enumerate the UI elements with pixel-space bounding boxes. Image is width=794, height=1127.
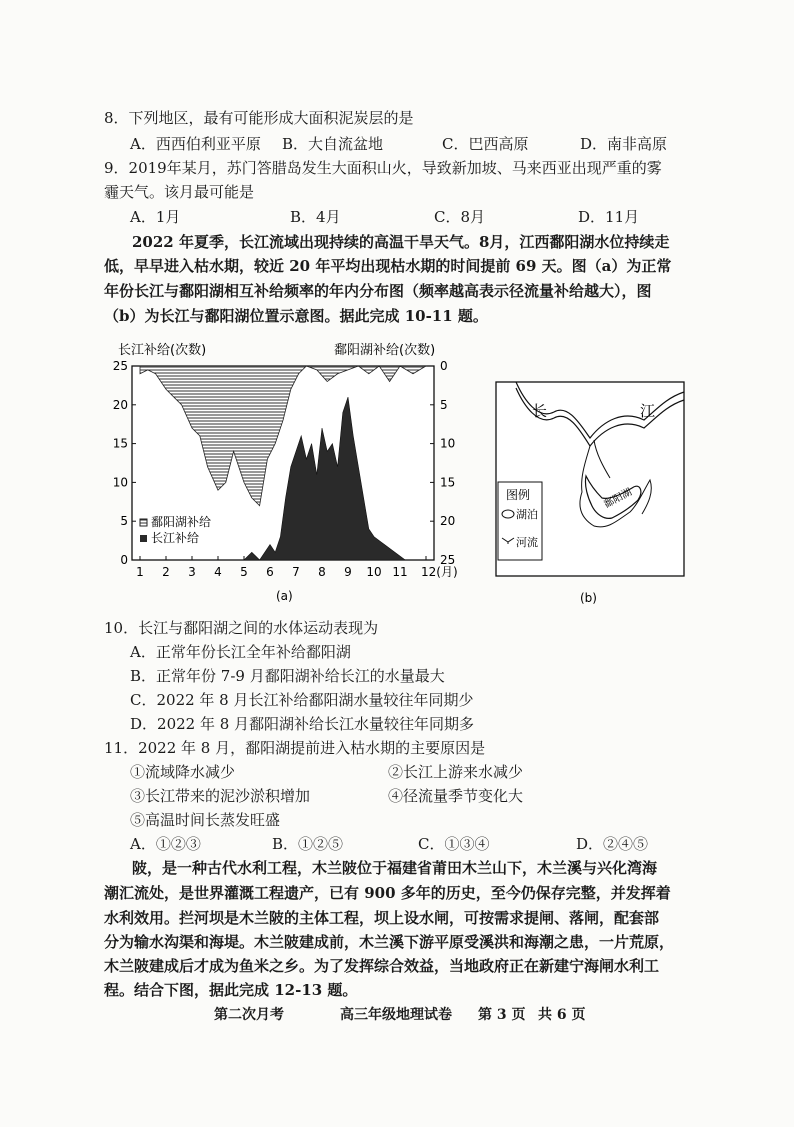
right-tick-label: 20 bbox=[440, 514, 456, 529]
passage2-line1: 陂，是一种古代水利工程，木兰陂位于福建省莆田木兰山下，木兰溪与兴化湾海 bbox=[132, 859, 658, 877]
legend-changjiang-swatch bbox=[140, 535, 147, 542]
legend-poyang-label: 鄱阳湖补给 bbox=[151, 515, 212, 529]
q11-option-a: A．①②③ bbox=[130, 835, 201, 853]
passage1-line4: （b）为长江与鄱阳湖位置示意图。据此完成 10-11 题。 bbox=[104, 307, 488, 325]
legend-lake-symbol bbox=[502, 510, 514, 518]
x-tick-label: 11 bbox=[392, 565, 408, 579]
passage1-line1: 2022 年夏季，长江流域出现持续的高温干旱天气。8月，江西鄱阳湖水位持续走 bbox=[132, 233, 670, 251]
q11-item-1: ①流域降水减少 bbox=[130, 763, 236, 781]
river-label-chang: 长 bbox=[532, 402, 548, 420]
q10-option-d: D．2022 年 8 月鄱阳湖补给长江水量较往年同期多 bbox=[130, 715, 475, 733]
q9-option-a: A．1月 bbox=[130, 208, 181, 226]
footer-paper-title: 高三年级地理试卷 bbox=[340, 1007, 452, 1023]
passage2-line3: 水利效用。拦河坝是木兰陂的主体工程，坝上设水闸，可按需求提闸、落闸，配套部 bbox=[104, 909, 660, 927]
x-tick-label: 9 bbox=[344, 565, 352, 579]
figure-a-caption: (a) bbox=[276, 589, 293, 603]
x-tick-label: 5 bbox=[240, 565, 248, 579]
footer-exam-name: 第二次月考 bbox=[214, 1007, 284, 1023]
q11-option-d: D．②④⑤ bbox=[576, 835, 649, 853]
left-tick-label: 25 bbox=[112, 359, 128, 373]
legend-lake-label: 湖泊 bbox=[516, 508, 538, 521]
figure-b-map bbox=[494, 380, 694, 610]
passage2-line4: 分为输水沟渠和海堤。木兰陂建成前，木兰溪下游平原受溪洪和海潮之患，一片荒原， bbox=[104, 933, 675, 951]
x-tick-label: 12(月) bbox=[421, 565, 458, 579]
left-tick-label: 15 bbox=[112, 436, 128, 451]
left-tick-label: 10 bbox=[112, 475, 128, 490]
q8-option-d: D．南非高原 bbox=[580, 135, 668, 153]
right-tick-label: 0 bbox=[440, 359, 448, 373]
q8-stem: 8．下列地区，最有可能形成大面积泥炭层的是 bbox=[104, 109, 414, 127]
x-tick-label: 10 bbox=[366, 565, 382, 579]
q10-option-a: A．正常年份长江全年补给鄱阳湖 bbox=[130, 643, 351, 661]
q10-option-c: C．2022 年 8 月长江补给鄱阳湖水量较往年同期少 bbox=[130, 691, 474, 709]
x-tick-label: 2 bbox=[162, 565, 170, 579]
x-tick-label: 3 bbox=[188, 565, 196, 579]
passage2-line5: 木兰陂建成后才成为鱼米之乡。为了发挥综合效益，当地政府正在新建宁海闸水利工 bbox=[104, 957, 660, 975]
q9-option-d: D．11月 bbox=[578, 208, 640, 226]
q8-option-b: B．大自流盆地 bbox=[282, 135, 384, 153]
x-tick-label: 4 bbox=[214, 565, 222, 579]
q11-option-c: C．①③④ bbox=[418, 835, 490, 853]
q11-stem: 11．2022 年 8 月，鄱阳湖提前进入枯水期的主要原因是 bbox=[104, 739, 486, 757]
right-tick-label: 5 bbox=[440, 397, 448, 412]
left-tick-label: 5 bbox=[120, 514, 128, 529]
q11-item-2: ②长江上游来水减少 bbox=[388, 763, 524, 781]
q11-option-b: B．①②⑤ bbox=[272, 835, 344, 853]
right-tick-label: 15 bbox=[440, 475, 456, 490]
q9-stem-line1: 9．2019年某月，苏门答腊岛发生大面积山火，导致新加坡、马来西亚出现严重的雾 bbox=[104, 159, 662, 177]
right-axis-title: 鄱阳湖补给(次数) bbox=[334, 343, 436, 358]
q10-option-b: B．正常年份 7-9 月鄱阳湖补给长江的水量最大 bbox=[130, 667, 445, 685]
left-tick-label: 20 bbox=[112, 397, 128, 412]
q8-option-c: C．巴西高原 bbox=[442, 135, 529, 153]
legend-poyang-swatch bbox=[140, 519, 147, 526]
x-tick-label: 6 bbox=[266, 565, 274, 579]
q9-option-b: B．4月 bbox=[290, 208, 341, 226]
left-axis-title: 长江补给(次数) bbox=[118, 343, 207, 358]
legend-river-label: 河流 bbox=[516, 536, 538, 549]
q10-stem: 10．长江与鄱阳湖之间的水体运动表现为 bbox=[104, 619, 379, 637]
x-tick-label: 8 bbox=[318, 565, 326, 579]
q8-option-a: A．西西伯利亚平原 bbox=[130, 135, 261, 153]
passage2-line2: 潮汇流处，是世界灌溉工程遗产，已有 900 多年的历史，至今仍保存完整，并发挥着 bbox=[104, 884, 671, 902]
q11-item-5: ⑤高温时间长蒸发旺盛 bbox=[130, 811, 281, 829]
right-tick-label: 25 bbox=[440, 553, 456, 567]
x-tick-label: 1 bbox=[136, 565, 144, 579]
right-tick-label: 10 bbox=[440, 436, 456, 451]
q9-stem-line2: 霾天气。该月最可能是 bbox=[104, 183, 255, 201]
q11-item-4: ④径流量季节变化大 bbox=[388, 787, 524, 805]
legend-title: 图例 bbox=[506, 488, 531, 502]
lake-label: 鄱阳湖 bbox=[602, 486, 634, 511]
river-label-jiang: 江 bbox=[640, 402, 656, 420]
passage1-line2: 低，早早进入枯水期，较近 20 年平均出现枯水期的时间提前 69 天。图（a）为正常 bbox=[104, 257, 672, 275]
figure-b-caption: (b) bbox=[580, 591, 597, 605]
x-tick-label: 7 bbox=[292, 565, 300, 579]
q9-option-c: C．8月 bbox=[434, 208, 486, 226]
passage1-line3: 年份长江与鄱阳湖相互补给频率的年内分布图（频率越高表示径流量补给越大），图 bbox=[104, 282, 652, 300]
footer-page: 第 3 页 bbox=[478, 1007, 526, 1023]
footer-total: 共 6 页 bbox=[538, 1007, 586, 1023]
q11-item-3: ③长江带来的泥沙淤积增加 bbox=[130, 787, 311, 805]
left-tick-label: 0 bbox=[120, 553, 128, 567]
passage2-line6: 程。结合下图，据此完成 12-13 题。 bbox=[104, 981, 358, 999]
legend-changjiang-label: 长江补给 bbox=[151, 531, 200, 545]
